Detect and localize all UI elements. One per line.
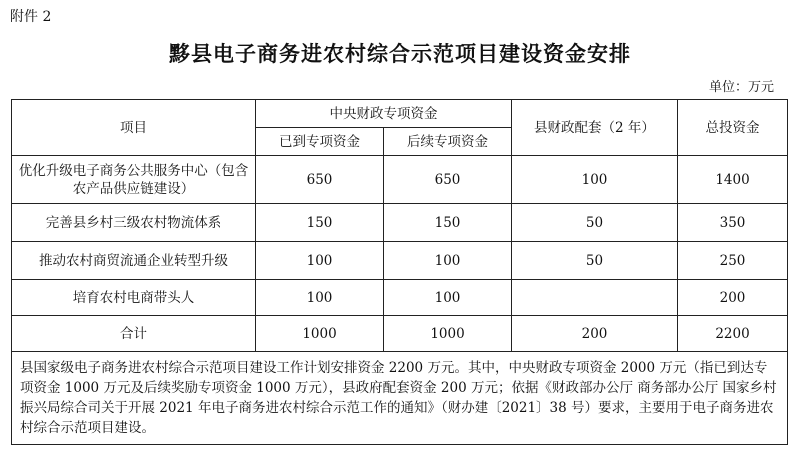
funding-table xyxy=(11,99,788,445)
row-received: 100 xyxy=(256,280,384,316)
unit-label: 单位：万元 xyxy=(708,80,774,95)
row-item: 推动农村商贸流通企业转型升级 xyxy=(12,242,256,280)
row-received: 150 xyxy=(256,204,384,242)
row-received: 100 xyxy=(256,242,384,280)
row-subsequent: 650 xyxy=(384,156,512,204)
row-county: 100 xyxy=(512,156,678,204)
header-subsequent-funds: 后续专项资金 xyxy=(384,128,512,156)
row-total: 200 xyxy=(678,280,788,316)
row-item: 优化升级电子商务公共服务中心（包含农产品供应链建设） xyxy=(12,156,256,204)
header-central-funds: 中央财政专项资金 xyxy=(256,100,512,128)
row-county: 200 xyxy=(512,316,678,352)
header-item: 项目 xyxy=(12,100,256,156)
row-subsequent: 100 xyxy=(384,280,512,316)
row-item: 完善县乡村三级农村物流体系 xyxy=(12,204,256,242)
row-subsequent: 100 xyxy=(384,242,512,280)
table-row xyxy=(12,280,788,316)
row-item: 培育农村电商带头人 xyxy=(12,280,256,316)
row-total: 250 xyxy=(678,242,788,280)
row-received: 1000 xyxy=(256,316,384,352)
row-county: 50 xyxy=(512,204,678,242)
row-subsequent: 150 xyxy=(384,204,512,242)
row-total: 350 xyxy=(678,204,788,242)
header-received-funds: 已到专项资金 xyxy=(256,128,384,156)
row-subsequent: 1000 xyxy=(384,316,512,352)
row-county: 50 xyxy=(512,242,678,280)
row-total: 1400 xyxy=(678,156,788,204)
attachment-label: 附件 2 xyxy=(10,9,52,25)
row-total: 2200 xyxy=(678,316,788,352)
total-row xyxy=(12,316,788,352)
document-title: 黟县电子商务进农村综合示范项目建设资金安排 xyxy=(169,41,631,66)
header-total-investment: 总投资金 xyxy=(678,100,788,156)
table-note: 县国家级电子商务进农村综合示范项目建设工作计划安排资金 2200 万元。其中，中央财政专项资金 2000 万元（指已到达专项资金 1000 万元及后续奖励专项资金 1000 万元），县政府配套资金 200 万元；依据《财政部办公厅 商务部办公厅 国家乡村振兴局综合司关于开展 2021 年电子商务进农村综合示范工作的通知》（财办建〔2021〕38 号）要求，主要用于电子商务进农村综合示范项目建设。 xyxy=(12,352,788,445)
header-county-matching: 县财政配套（2 年） xyxy=(512,100,678,156)
row-item: 合计 xyxy=(12,316,256,352)
table-row xyxy=(12,242,788,280)
row-received: 650 xyxy=(256,156,384,204)
table-row xyxy=(12,204,788,242)
table-row xyxy=(12,156,788,204)
row-county xyxy=(512,280,678,316)
